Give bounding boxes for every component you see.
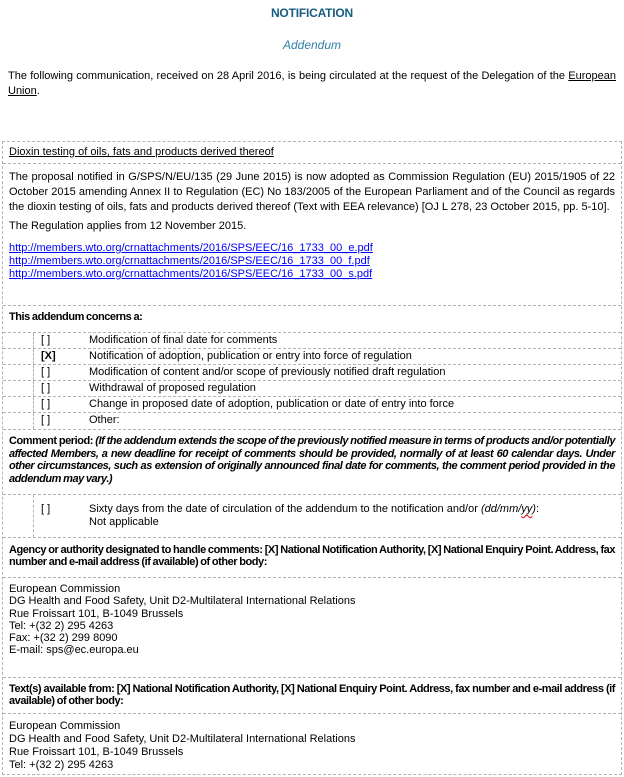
option-label: Modification of final date for comments <box>89 334 278 346</box>
comment-period-note: (If the addendum extends the scope of the previously notified measure in terms of products and/or potentially affected Members, a new deadline for receipt of comments should be provided, normally of at least 60 calendar days. Under other circumstances, such as extension of originally announced final date for comments, the comment period provided in the addendum may vary.) <box>9 435 615 485</box>
date-format: (dd/mm/yy) <box>480 503 536 515</box>
agency-address-block <box>3 578 621 678</box>
concerns-option-row <box>3 333 621 349</box>
checkbox-unchecked: [ ] <box>41 503 51 515</box>
attachment-link-en[interactable]: http://members.wto.org/crnattachments/2016/SPS/EEC/16_1733_00_e.pdf <box>9 242 373 254</box>
indent-cell <box>3 333 34 348</box>
application-line: The Regulation applies from 12 November 2015. <box>9 220 247 232</box>
address-line-department: DG Health and Food Safety, Unit D2-Multilateral International Relations <box>9 733 356 745</box>
checkbox-unchecked: [ ] <box>41 414 51 426</box>
indent-cell <box>3 413 34 429</box>
indent-cell <box>3 495 34 537</box>
address-line-department: DG Health and Food Safety, Unit D2-Multilateral International Relations <box>9 595 356 608</box>
indent-cell <box>3 397 34 412</box>
texts-address-block <box>3 714 621 774</box>
checkbox-unchecked: [ ] <box>41 366 51 378</box>
address-line-street: Rue Froissart 101, B-1049 Brussels <box>9 607 184 620</box>
address-line-email: E-mail: sps@ec.europa.eu <box>9 644 139 657</box>
checkbox-unchecked: [ ] <box>41 398 51 410</box>
address-line-organization: European Commission <box>9 720 121 732</box>
misspelled-text: yy <box>521 503 533 515</box>
checkbox-checked: [X] <box>41 350 56 362</box>
attachment-link-es[interactable]: http://members.wto.org/crnattachments/2016/SPS/EEC/16_1733_00_s.pdf <box>9 268 373 280</box>
agency-heading: Agency or authority designated to handle comments: [X] National Notification Authority, [X] National Enquiry Point. Address, fax number and e-mail address (if available) of other body: <box>9 544 615 568</box>
concerns-option-row <box>3 397 621 413</box>
sixty-days-option <box>89 495 615 537</box>
attachment-link-fr[interactable]: http://members.wto.org/crnattachments/2016/SPS/EEC/16_1733_00_f.pdf <box>9 255 370 267</box>
concerns-option-row <box>3 413 621 430</box>
concerns-heading: This addendum concerns a: <box>9 311 143 323</box>
address-line-tel: Tel: +(32 2) 295 4263 <box>9 759 114 771</box>
address-line-street: Rue Froissart 101, B-1049 Brussels <box>9 746 184 758</box>
indent-cell <box>3 365 34 380</box>
indent-cell <box>3 349 34 364</box>
indent-cell <box>3 381 34 396</box>
concerns-option-row <box>3 349 621 365</box>
checkbox-unchecked: [ ] <box>41 382 51 394</box>
option-label: Modification of content and/or scope of previously notified draft regulation <box>89 366 446 378</box>
address-line-tel: Tel: +(32 2) 295 4263 <box>9 619 114 632</box>
option-colon: : <box>535 503 540 515</box>
main-content-row <box>3 164 621 306</box>
option-label: Other: <box>89 414 120 426</box>
comment-period-row <box>3 430 621 495</box>
subject-heading: Dioxin testing of oils, fats and products derived thereof <box>9 146 274 158</box>
attachment-links <box>9 242 615 281</box>
delegation-name: European Union <box>8 70 616 97</box>
option-text: Sixty days from the date of circulation of the addendum to the notification and/or <box>89 503 481 515</box>
option-label: Withdrawal of proposed regulation <box>89 382 256 394</box>
concerns-heading-row <box>3 306 621 333</box>
intro-paragraph <box>8 69 616 99</box>
intro-period: . <box>36 85 40 97</box>
notification-table <box>2 141 622 775</box>
proposal-paragraph: The proposal notified in G/SPS/N/EU/135 (29 June 2015) is now adopted as Commission Regulation (EU) 2015/1905 of 22 October 2015 amending Annex II to Regulation (EC) No 183/2005 of the European Parliament and of the Council as regards the dioxin testing of oils, fats and products derived thereof (Text with EEA relevance) [OJ L 278, 23 October 2015, pp. 5-10]. <box>9 171 615 213</box>
document-subtitle: Addendum <box>282 38 342 52</box>
checkbox-unchecked: [ ] <box>41 334 51 346</box>
option-label: Notification of adoption, publication or entry into force of regulation <box>89 350 412 362</box>
sixty-days-option-row <box>3 495 621 538</box>
intro-text: The following communication, received on 28 April 2016, is being circulated at the request of the Delegation of the <box>8 70 569 82</box>
address-line-organization: European Commission <box>9 583 121 595</box>
page-title: NOTIFICATION <box>270 6 354 20</box>
concerns-option-row <box>3 381 621 397</box>
comment-period-label: Comment period: <box>9 435 96 447</box>
texts-available-heading: Text(s) available from: [X] National Notification Authority, [X] National Enquiry Point. Address, fax number and e-mail address (if available) of other body: <box>9 683 615 707</box>
subject-heading-row <box>3 142 621 164</box>
address-line-fax: Fax: +(32 2) 299 8090 <box>9 632 118 645</box>
texts-heading-row <box>3 678 621 714</box>
not-applicable-answer: Not applicable <box>89 516 159 528</box>
concerns-option-row <box>3 365 621 381</box>
option-label: Change in proposed date of adoption, publication or date of entry into force <box>89 398 455 410</box>
agency-heading-row <box>3 538 621 578</box>
